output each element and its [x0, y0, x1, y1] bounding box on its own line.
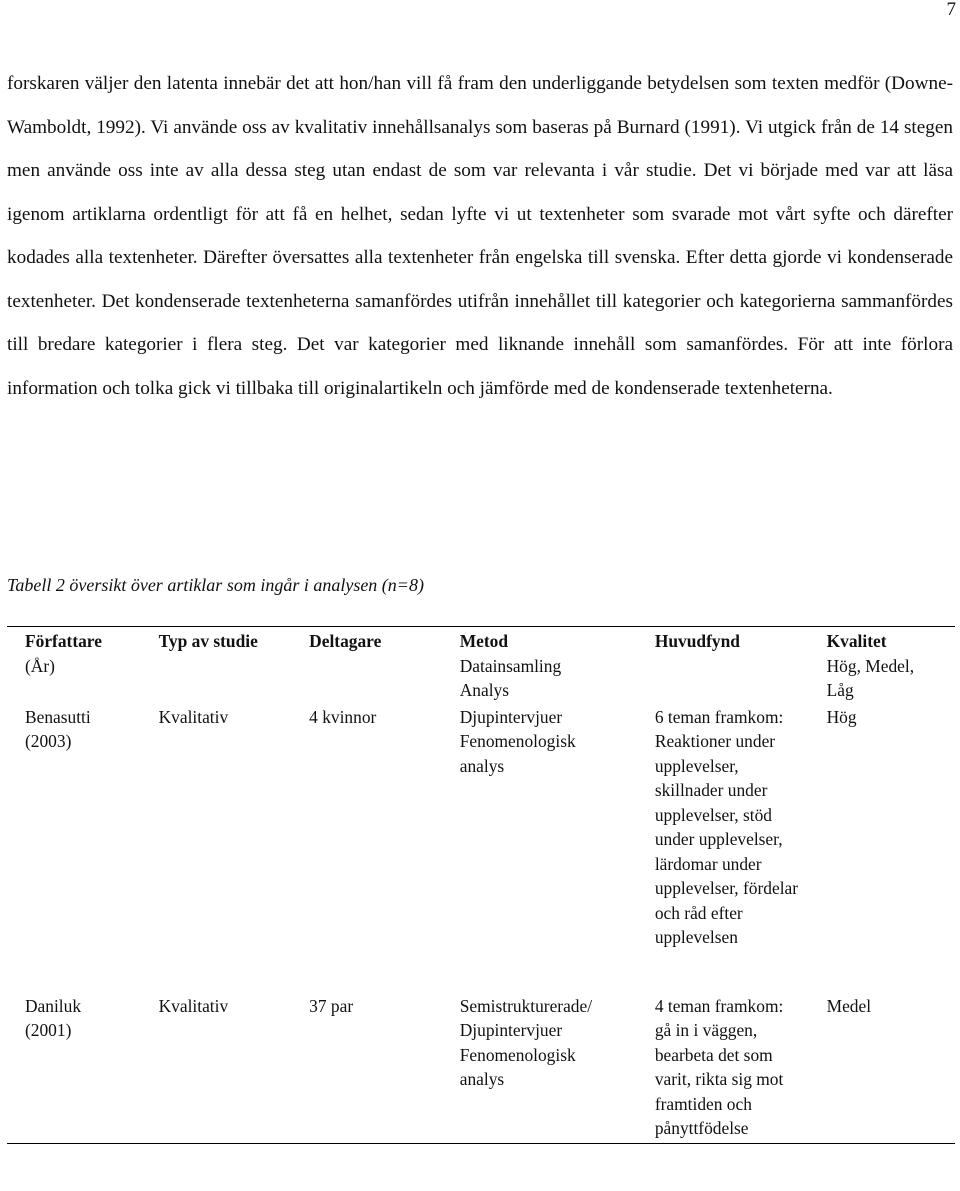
cell-author: Benasutti (2003): [25, 706, 91, 751]
body-paragraph: forskaren väljer den latenta innebär det att hon/han vill få fram den underliggande betydelsen som texten medför (Downe-Wamboldt, 1992). Vi använde oss av kvalitativ innehållsanalys som baseras på Burnard (1991). Vi utgick från de 14 stegen men använde oss inte av alla dessa steg utan endast de som var relevanta i vår studie. Det vi började med var att läsa igenom artiklarna ordentligt för att få en helhet, sedan lyfte vi ut textenheter som svarade mot vårt syfte och därefter kodades alla textenheter. Därefter översattes alla textenheter från engelska till svenska. Efter detta gjorde vi kondenserade textenheter. Det kondenserade textenheterna samanfördes utifrån innehållet till kategorier och kategorierna sammanfördes till bredare kategorier i flera steg. Det var kategorier med liknande innehåll som samanfördes. För att inte förlora information och tolka gick vi tillbaka till originalartikeln och jämförde med de kondenserade textenheterna.: [7, 73, 953, 399]
article-overview-table: [7, 626, 955, 1144]
header-participants: Deltagare: [309, 631, 382, 651]
cell-participants: 37 par: [309, 995, 354, 1016]
header-author: Författare (År): [25, 631, 102, 676]
cell-findings: 4 teman framkom: gå in i väggen, bearbeta det som varit, rikta sig mot framtiden och pånyttfödelse: [654, 995, 784, 1138]
cell-participants: 4 kvinnor: [309, 706, 377, 727]
cell-method: Djupintervjuer Fenomenologisk analys: [459, 706, 576, 776]
cell-quality: Medel: [826, 995, 872, 1016]
cell-method: Semistrukturerade/ Djupintervjuer Fenomenologisk analys: [459, 995, 593, 1089]
page-number: 7: [946, 0, 956, 20]
cell-findings: 6 teman framkom: Reaktioner under upplevelser, skillnader under upplevelser, stöd under upplevelser, lärdomar under upplevelser, fördelar och råd efter upplevelsen: [654, 706, 799, 947]
table-caption: Tabell 2 översikt över artiklar som ingår i analysen (n=8): [7, 575, 424, 595]
header-method: Metod Datainsamling Analys: [459, 631, 562, 700]
header-type: Typ av studie: [158, 631, 258, 651]
table-row: [7, 703, 955, 994]
table-header-row: [7, 627, 955, 703]
table-row: [7, 994, 955, 1144]
header-quality: Kvalitet Hög, Medel, Låg: [826, 631, 915, 700]
cell-type: Kvalitativ: [158, 706, 229, 727]
cell-quality: Hög: [826, 706, 857, 727]
header-findings: Huvudfynd: [654, 631, 740, 651]
cell-author: Daniluk (2001): [25, 995, 82, 1040]
cell-type: Kvalitativ: [158, 995, 229, 1016]
